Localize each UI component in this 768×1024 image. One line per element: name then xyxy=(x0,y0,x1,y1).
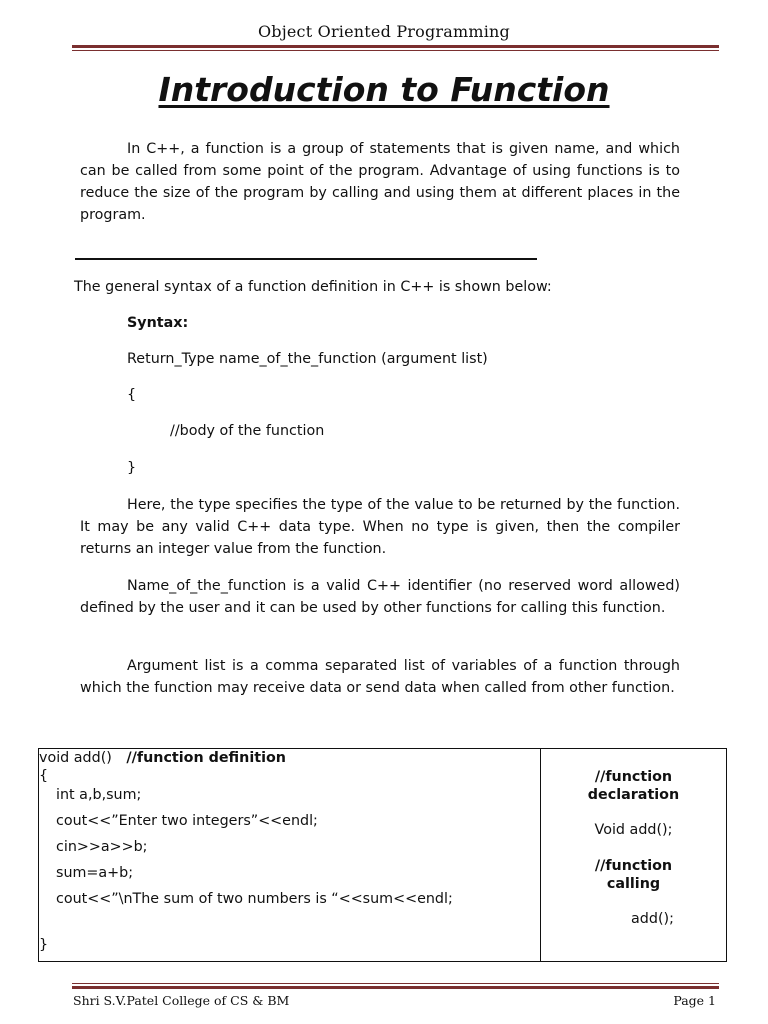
code-signature-text: void add() xyxy=(39,750,112,766)
syntax-open-brace: { xyxy=(127,387,137,403)
separator-line xyxy=(75,258,537,260)
code-line: cout<<”Enter two integers”<<endl; xyxy=(56,813,318,829)
syntax-close-brace: } xyxy=(127,460,137,476)
paragraph-argument-list: Argument list is a comma separated list of variables of a function through which the function may receive data or send data when called from other function. xyxy=(80,658,680,696)
intro-paragraph: In C++, a function is a group of statements that is given name, and which can be called from some point of the program. Advantage of using functions is to reduce the size of the program by calling and using them at different places in the program. xyxy=(80,141,680,223)
syntax-body: //body of the function xyxy=(170,423,325,439)
header-title: Object Oriented Programming xyxy=(257,22,511,41)
calling-code: add(); xyxy=(631,911,674,927)
code-line: cout<<”\nThe sum of two numbers is “<<sum<<endl; xyxy=(56,891,453,907)
footer-college: Shri S.V.Patel College of CS & BM xyxy=(73,993,290,1008)
code-example-box xyxy=(38,748,727,962)
calling-heading-line1: //function xyxy=(594,858,673,874)
declaration-heading-line2: declaration xyxy=(587,787,680,803)
syntax-signature: Return_Type name_of_the_function (argument list) xyxy=(127,351,488,367)
code-line: sum=a+b; xyxy=(56,865,134,881)
code-open-brace: { xyxy=(39,768,49,784)
footer-rule-thick xyxy=(72,986,719,989)
paragraph-return-type: Here, the type specifies the type of the value to be returned by the function. It may be any valid C++ data type. When no type is given, then the compiler returns an integer value from the function. xyxy=(80,497,680,557)
code-line: cin>>a>>b; xyxy=(56,839,148,855)
code-line: int a,b,sum; xyxy=(56,787,142,803)
calling-heading-line2: calling xyxy=(606,876,661,892)
header-rule-thin xyxy=(72,50,719,51)
code-signature-comment: //function definition xyxy=(126,750,286,766)
syntax-label: Syntax: xyxy=(127,315,189,331)
header-rule-thick xyxy=(72,45,719,48)
code-signature xyxy=(39,749,286,767)
footer-rule-thin xyxy=(72,983,719,984)
code-close-brace: } xyxy=(39,937,49,953)
syntax-intro: The general syntax of a function definition in C++ is shown below: xyxy=(74,279,552,295)
page-title: Introduction to Function xyxy=(158,70,610,109)
footer-page-number: Page 1 xyxy=(673,993,716,1008)
paragraph-function-name: Name_of_the_function is a valid C++ identifier (no reserved word allowed) defined by the user and it can be used by other functions for calling this function. xyxy=(80,578,680,616)
declaration-code: Void add(); xyxy=(594,822,673,838)
declaration-heading-line1: //function xyxy=(594,769,673,785)
